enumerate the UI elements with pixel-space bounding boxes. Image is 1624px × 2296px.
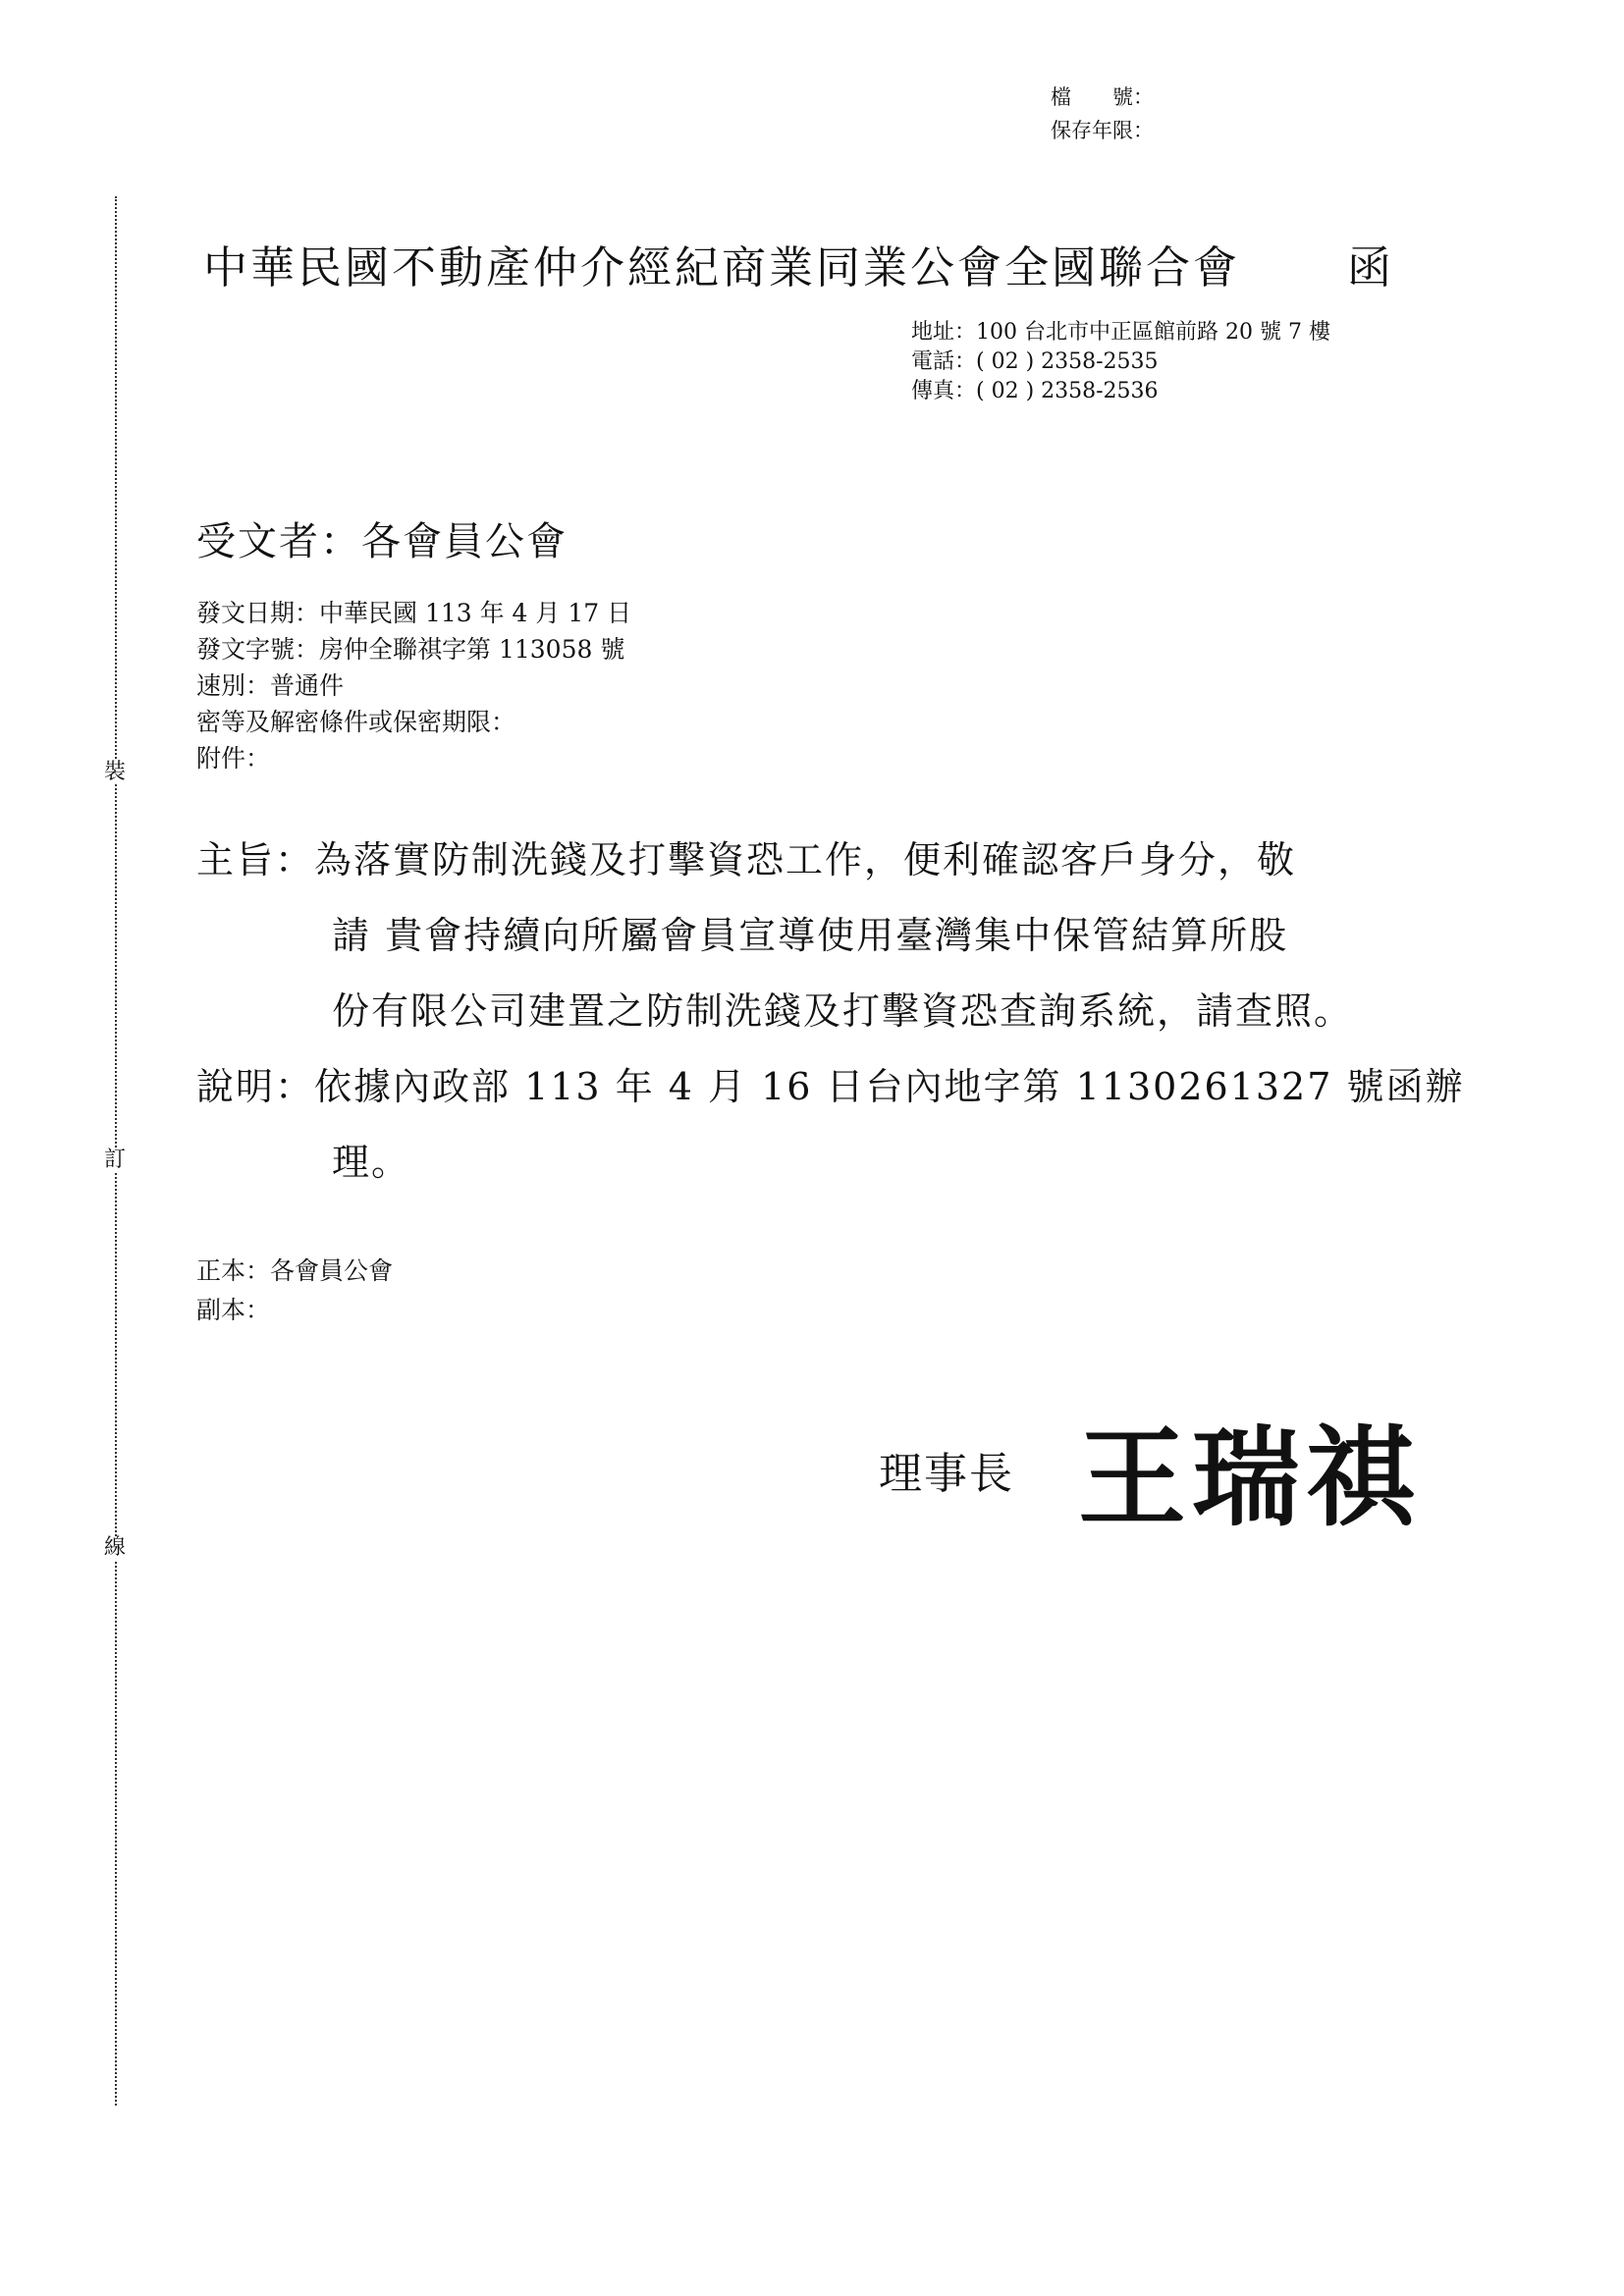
subject-line-3: 份有限公司建置之防制洗錢及打擊資恐查詢系統，請查照。 bbox=[332, 989, 1354, 1033]
subject-line-2: 請 貴會持續向所屬會員宣導使用臺灣集中保管結算所股 bbox=[332, 914, 1289, 957]
original-recipients: 正本：各會員公會 bbox=[196, 1256, 394, 1285]
explanation-line-2: 理。 bbox=[332, 1141, 411, 1184]
doc-type: 函 bbox=[1347, 241, 1392, 294]
recipient: 受文者：各會員公會 bbox=[196, 519, 568, 564]
signer-title: 理事長 bbox=[879, 1449, 1014, 1499]
retention-period: 保存年限： bbox=[1051, 119, 1154, 142]
file-info-block bbox=[1051, 80, 1154, 147]
speed-class: 速別：普通件 bbox=[196, 671, 345, 700]
binding-mark-ding: 訂 bbox=[104, 1148, 127, 1172]
subject-line-1: 主旨：為落實防制洗錢及打擊資恐工作，便利確認客戶身分，敬 bbox=[196, 838, 1297, 881]
phone: 電話：( 02 ) 2358-2535 bbox=[911, 349, 1159, 374]
binding-mark-zhuang: 裝 bbox=[104, 760, 127, 784]
copies-block bbox=[196, 1252, 393, 1330]
binding-mark-xian: 線 bbox=[104, 1535, 127, 1560]
meta-block bbox=[196, 595, 631, 776]
file-number: 檔 號： bbox=[1051, 85, 1154, 109]
secrecy-level: 密等及解密條件或保密期限： bbox=[196, 708, 516, 736]
issue-date: 發文日期：中華民國 113 年 4 月 17 日 bbox=[196, 599, 632, 627]
signature-name: 王瑞祺 bbox=[1078, 1415, 1420, 1541]
attachment: 附件： bbox=[196, 744, 271, 773]
org-title: 中華民國不動產仲介經紀商業同業公會全國聯合會 bbox=[203, 241, 1241, 294]
copy-recipients: 副本： bbox=[196, 1296, 271, 1324]
address: 地址：100 台北市中正區館前路 20 號 7 樓 bbox=[911, 320, 1330, 345]
fax: 傳真：( 02 ) 2358-2536 bbox=[911, 379, 1159, 403]
issue-number: 發文字號：房仲全聯祺字第 113058 號 bbox=[196, 635, 625, 664]
contact-block bbox=[911, 318, 1330, 406]
explanation-line-1: 說明：依據內政部 113 年 4 月 16 日台內地字第 1130261327 號函辦 bbox=[196, 1065, 1465, 1108]
